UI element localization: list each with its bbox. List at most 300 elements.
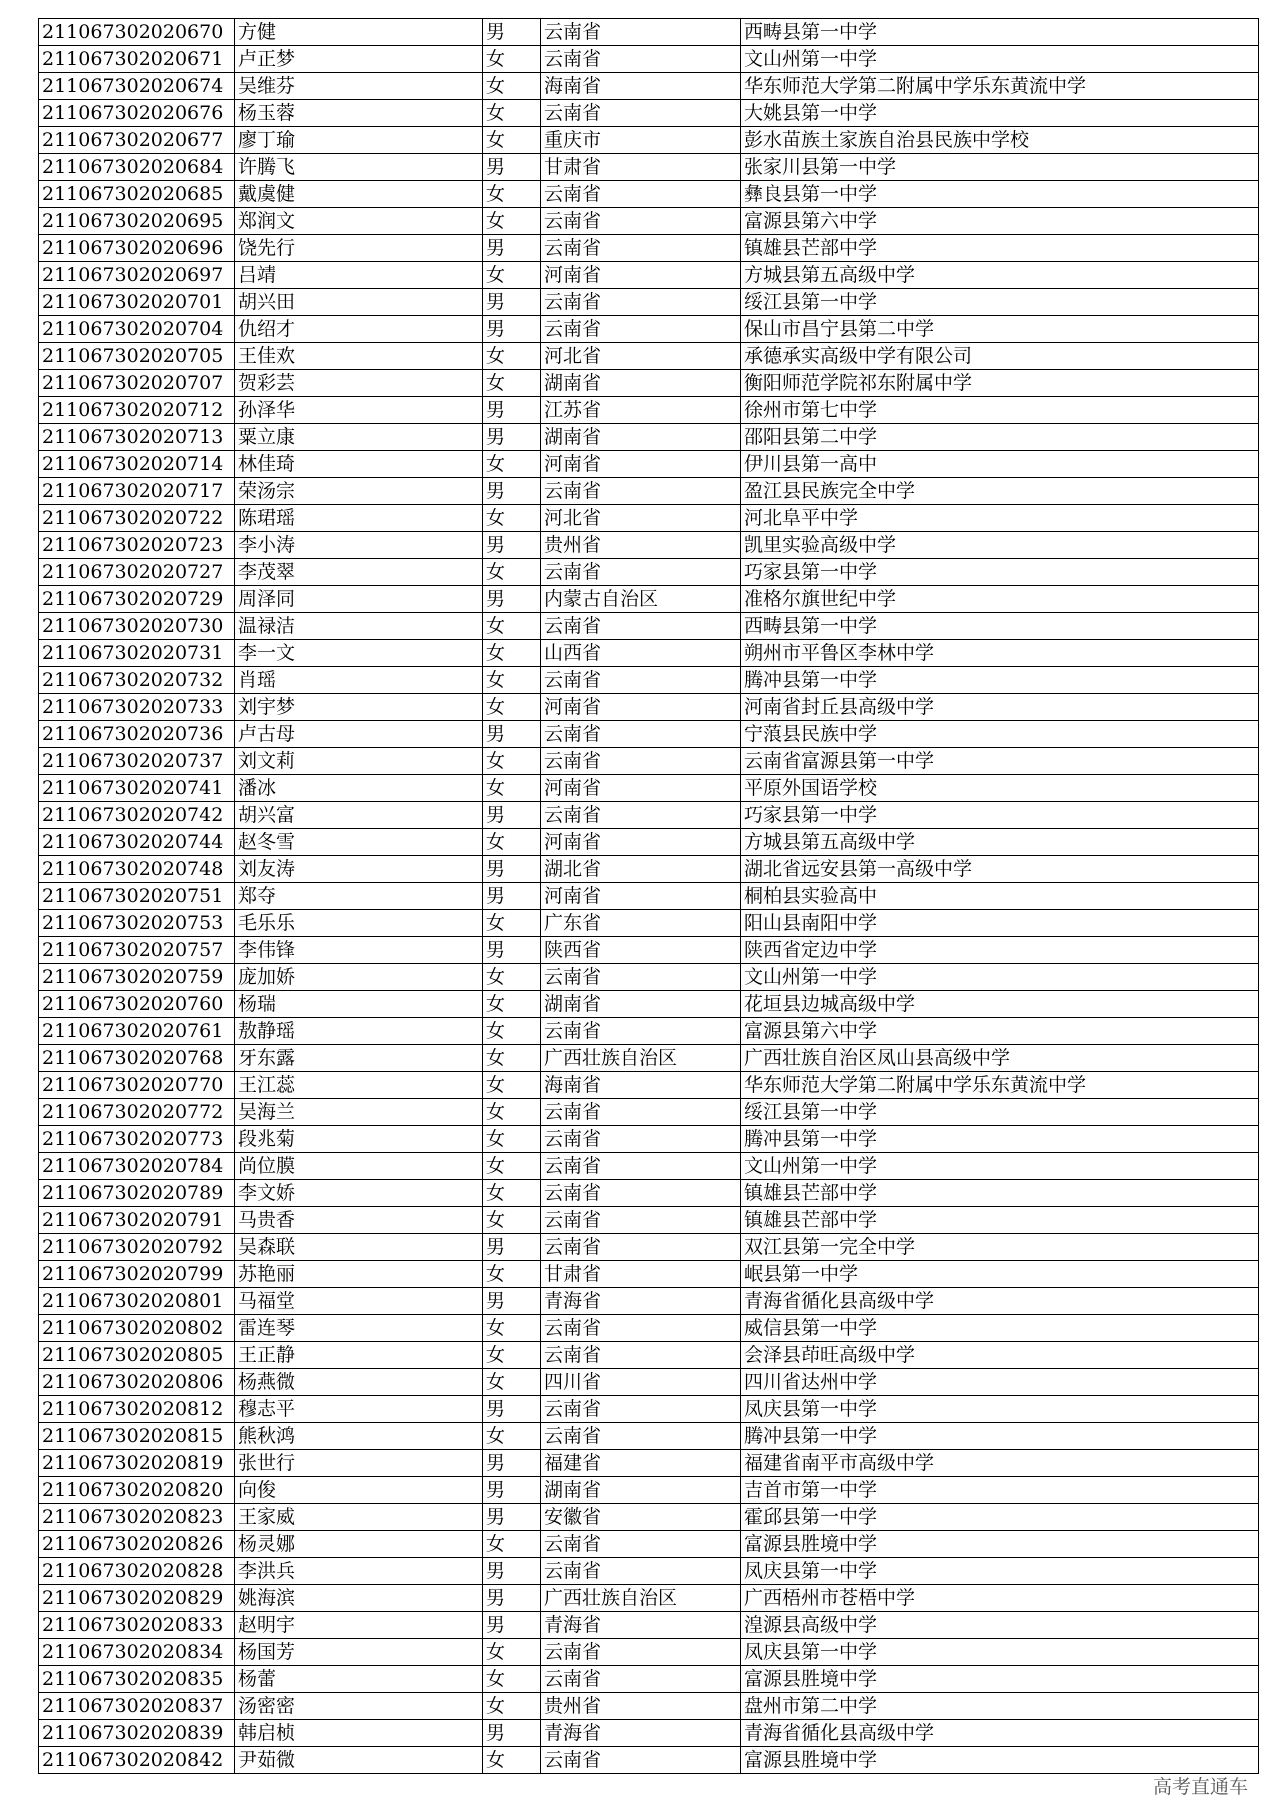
gender-cell: 男 bbox=[483, 1477, 541, 1504]
table-row bbox=[39, 478, 1259, 505]
student-name-cell: 向俊 bbox=[235, 1477, 483, 1504]
province-cell: 河南省 bbox=[541, 694, 741, 721]
candidate-id-cell: 211067302020733 bbox=[39, 694, 235, 721]
table-row bbox=[39, 775, 1259, 802]
school-cell: 伊川县第一高中 bbox=[741, 451, 1259, 478]
school-cell: 准格尔旗世纪中学 bbox=[741, 586, 1259, 613]
school-cell: 方城县第五高级中学 bbox=[741, 262, 1259, 289]
candidate-id-cell: 211067302020707 bbox=[39, 370, 235, 397]
province-cell: 云南省 bbox=[541, 478, 741, 505]
table-row bbox=[39, 181, 1259, 208]
school-cell: 西畴县第一中学 bbox=[741, 19, 1259, 46]
candidate-id-cell: 211067302020717 bbox=[39, 478, 235, 505]
province-cell: 云南省 bbox=[541, 1666, 741, 1693]
gender-cell: 女 bbox=[483, 505, 541, 532]
province-cell: 青海省 bbox=[541, 1720, 741, 1747]
table-row bbox=[39, 721, 1259, 748]
school-cell: 盈江县民族完全中学 bbox=[741, 478, 1259, 505]
school-cell: 平原外国语学校 bbox=[741, 775, 1259, 802]
student-name-cell: 赵冬雪 bbox=[235, 829, 483, 856]
student-name-cell: 尹茹微 bbox=[235, 1747, 483, 1774]
school-cell: 凯里实验高级中学 bbox=[741, 532, 1259, 559]
gender-cell: 女 bbox=[483, 667, 541, 694]
student-name-cell: 杨燕微 bbox=[235, 1369, 483, 1396]
candidate-id-cell: 211067302020829 bbox=[39, 1585, 235, 1612]
student-name-cell: 粟立康 bbox=[235, 424, 483, 451]
province-cell: 云南省 bbox=[541, 1396, 741, 1423]
student-name-cell: 李洪兵 bbox=[235, 1558, 483, 1585]
gender-cell: 男 bbox=[483, 235, 541, 262]
gender-cell: 女 bbox=[483, 640, 541, 667]
candidate-id-cell: 211067302020806 bbox=[39, 1369, 235, 1396]
province-cell: 云南省 bbox=[541, 667, 741, 694]
student-name-cell: 李一文 bbox=[235, 640, 483, 667]
candidate-id-cell: 211067302020820 bbox=[39, 1477, 235, 1504]
candidate-id-cell: 211067302020819 bbox=[39, 1450, 235, 1477]
province-cell: 贵州省 bbox=[541, 532, 741, 559]
gender-cell: 女 bbox=[483, 559, 541, 586]
province-cell: 河南省 bbox=[541, 775, 741, 802]
province-cell: 江苏省 bbox=[541, 397, 741, 424]
table-row bbox=[39, 505, 1259, 532]
gender-cell: 男 bbox=[483, 937, 541, 964]
candidate-id-cell: 211067302020812 bbox=[39, 1396, 235, 1423]
candidate-id-cell: 211067302020674 bbox=[39, 73, 235, 100]
candidate-id-cell: 211067302020696 bbox=[39, 235, 235, 262]
school-cell: 凤庆县第一中学 bbox=[741, 1396, 1259, 1423]
candidate-id-cell: 211067302020828 bbox=[39, 1558, 235, 1585]
province-cell: 甘肃省 bbox=[541, 1261, 741, 1288]
student-name-cell: 胡兴富 bbox=[235, 802, 483, 829]
province-cell: 安徽省 bbox=[541, 1504, 741, 1531]
candidate-id-cell: 211067302020730 bbox=[39, 613, 235, 640]
table-row bbox=[39, 1423, 1259, 1450]
candidate-id-cell: 211067302020753 bbox=[39, 910, 235, 937]
table-row bbox=[39, 1396, 1259, 1423]
table-row bbox=[39, 1234, 1259, 1261]
gender-cell: 男 bbox=[483, 883, 541, 910]
school-cell: 广西壮族自治区凤山县高级中学 bbox=[741, 1045, 1259, 1072]
candidate-id-cell: 211067302020671 bbox=[39, 46, 235, 73]
student-name-cell: 李文娇 bbox=[235, 1180, 483, 1207]
candidate-id-cell: 211067302020736 bbox=[39, 721, 235, 748]
student-name-cell: 林佳琦 bbox=[235, 451, 483, 478]
gender-cell: 男 bbox=[483, 424, 541, 451]
student-name-cell: 许腾飞 bbox=[235, 154, 483, 181]
province-cell: 云南省 bbox=[541, 1747, 741, 1774]
table-row bbox=[39, 586, 1259, 613]
student-name-cell: 尚位膜 bbox=[235, 1153, 483, 1180]
province-cell: 青海省 bbox=[541, 1612, 741, 1639]
table-row bbox=[39, 964, 1259, 991]
student-name-cell: 陈珺瑶 bbox=[235, 505, 483, 532]
gender-cell: 女 bbox=[483, 694, 541, 721]
school-cell: 腾冲县第一中学 bbox=[741, 1423, 1259, 1450]
province-cell: 湖南省 bbox=[541, 424, 741, 451]
table-row bbox=[39, 829, 1259, 856]
student-name-cell: 韩启桢 bbox=[235, 1720, 483, 1747]
table-row bbox=[39, 1747, 1259, 1774]
gender-cell: 女 bbox=[483, 1369, 541, 1396]
gender-cell: 女 bbox=[483, 1261, 541, 1288]
province-cell: 内蒙古自治区 bbox=[541, 586, 741, 613]
school-cell: 湖北省远安县第一高级中学 bbox=[741, 856, 1259, 883]
gender-cell: 女 bbox=[483, 1693, 541, 1720]
school-cell: 宁蒗县民族中学 bbox=[741, 721, 1259, 748]
candidate-id-cell: 211067302020705 bbox=[39, 343, 235, 370]
table-row bbox=[39, 289, 1259, 316]
watermark-text: 高考直通车 bbox=[1152, 1776, 1248, 1798]
gender-cell: 女 bbox=[483, 748, 541, 775]
candidate-id-cell: 211067302020701 bbox=[39, 289, 235, 316]
province-cell: 贵州省 bbox=[541, 1693, 741, 1720]
table-row bbox=[39, 991, 1259, 1018]
student-name-cell: 王佳欢 bbox=[235, 343, 483, 370]
table-row bbox=[39, 370, 1259, 397]
school-cell: 广西梧州市苍梧中学 bbox=[741, 1585, 1259, 1612]
student-name-cell: 戴虞健 bbox=[235, 181, 483, 208]
gender-cell: 女 bbox=[483, 1315, 541, 1342]
student-name-cell: 吴海兰 bbox=[235, 1099, 483, 1126]
candidate-id-cell: 211067302020714 bbox=[39, 451, 235, 478]
candidate-id-cell: 211067302020760 bbox=[39, 991, 235, 1018]
school-cell: 花垣县边城高级中学 bbox=[741, 991, 1259, 1018]
gender-cell: 女 bbox=[483, 73, 541, 100]
student-name-cell: 郑夺 bbox=[235, 883, 483, 910]
student-name-cell: 雷连琴 bbox=[235, 1315, 483, 1342]
table-row bbox=[39, 1720, 1259, 1747]
table-row bbox=[39, 397, 1259, 424]
table-row bbox=[39, 748, 1259, 775]
gender-cell: 女 bbox=[483, 910, 541, 937]
gender-cell: 女 bbox=[483, 1531, 541, 1558]
student-name-cell: 马贵香 bbox=[235, 1207, 483, 1234]
table-row bbox=[39, 1666, 1259, 1693]
candidate-id-cell: 211067302020761 bbox=[39, 1018, 235, 1045]
gender-cell: 女 bbox=[483, 208, 541, 235]
school-cell: 文山州第一中学 bbox=[741, 46, 1259, 73]
province-cell: 云南省 bbox=[541, 1099, 741, 1126]
candidate-id-cell: 211067302020748 bbox=[39, 856, 235, 883]
province-cell: 广东省 bbox=[541, 910, 741, 937]
table-row bbox=[39, 316, 1259, 343]
gender-cell: 女 bbox=[483, 100, 541, 127]
table-row bbox=[39, 1315, 1259, 1342]
gender-cell: 女 bbox=[483, 1045, 541, 1072]
candidate-id-cell: 211067302020732 bbox=[39, 667, 235, 694]
student-name-cell: 汤密密 bbox=[235, 1693, 483, 1720]
gender-cell: 男 bbox=[483, 586, 541, 613]
candidate-id-cell: 211067302020713 bbox=[39, 424, 235, 451]
student-name-cell: 胡兴田 bbox=[235, 289, 483, 316]
school-cell: 河南省封丘县高级中学 bbox=[741, 694, 1259, 721]
school-cell: 威信县第一中学 bbox=[741, 1315, 1259, 1342]
table-row bbox=[39, 1639, 1259, 1666]
candidate-id-cell: 211067302020723 bbox=[39, 532, 235, 559]
student-name-cell: 王正静 bbox=[235, 1342, 483, 1369]
candidate-id-cell: 211067302020697 bbox=[39, 262, 235, 289]
province-cell: 福建省 bbox=[541, 1450, 741, 1477]
school-cell: 盘州市第二中学 bbox=[741, 1693, 1259, 1720]
gender-cell: 女 bbox=[483, 1423, 541, 1450]
province-cell: 云南省 bbox=[541, 1342, 741, 1369]
school-cell: 湟源县高级中学 bbox=[741, 1612, 1259, 1639]
province-cell: 云南省 bbox=[541, 235, 741, 262]
table-row bbox=[39, 1207, 1259, 1234]
student-name-cell: 廖丁瑜 bbox=[235, 127, 483, 154]
province-cell: 云南省 bbox=[541, 1126, 741, 1153]
candidate-id-cell: 211067302020839 bbox=[39, 1720, 235, 1747]
province-cell: 云南省 bbox=[541, 1018, 741, 1045]
student-name-cell: 熊秋鸿 bbox=[235, 1423, 483, 1450]
admission-table bbox=[38, 18, 1259, 1774]
gender-cell: 女 bbox=[483, 370, 541, 397]
table-row bbox=[39, 1045, 1259, 1072]
gender-cell: 男 bbox=[483, 1450, 541, 1477]
school-cell: 华东师范大学第二附属中学乐东黄流中学 bbox=[741, 73, 1259, 100]
candidate-id-cell: 211067302020722 bbox=[39, 505, 235, 532]
province-cell: 云南省 bbox=[541, 1234, 741, 1261]
gender-cell: 女 bbox=[483, 1639, 541, 1666]
table-row bbox=[39, 1099, 1259, 1126]
student-name-cell: 杨国芳 bbox=[235, 1639, 483, 1666]
gender-cell: 男 bbox=[483, 802, 541, 829]
table-row bbox=[39, 802, 1259, 829]
province-cell: 青海省 bbox=[541, 1288, 741, 1315]
school-cell: 彝良县第一中学 bbox=[741, 181, 1259, 208]
gender-cell: 女 bbox=[483, 181, 541, 208]
gender-cell: 男 bbox=[483, 289, 541, 316]
province-cell: 湖北省 bbox=[541, 856, 741, 883]
province-cell: 河南省 bbox=[541, 829, 741, 856]
table-row bbox=[39, 154, 1259, 181]
candidate-id-cell: 211067302020727 bbox=[39, 559, 235, 586]
gender-cell: 女 bbox=[483, 1207, 541, 1234]
school-cell: 富源县胜境中学 bbox=[741, 1666, 1259, 1693]
province-cell: 河北省 bbox=[541, 505, 741, 532]
table-body bbox=[39, 19, 1259, 1774]
student-name-cell: 刘文莉 bbox=[235, 748, 483, 775]
student-name-cell: 卢古母 bbox=[235, 721, 483, 748]
province-cell: 广西壮族自治区 bbox=[541, 1045, 741, 1072]
school-cell: 青海省循化县高级中学 bbox=[741, 1288, 1259, 1315]
candidate-id-cell: 211067302020834 bbox=[39, 1639, 235, 1666]
table-row bbox=[39, 1369, 1259, 1396]
candidate-id-cell: 211067302020837 bbox=[39, 1693, 235, 1720]
student-name-cell: 吕靖 bbox=[235, 262, 483, 289]
school-cell: 镇雄县芒部中学 bbox=[741, 1207, 1259, 1234]
gender-cell: 男 bbox=[483, 1396, 541, 1423]
gender-cell: 男 bbox=[483, 19, 541, 46]
school-cell: 凤庆县第一中学 bbox=[741, 1558, 1259, 1585]
school-cell: 文山州第一中学 bbox=[741, 964, 1259, 991]
school-cell: 富源县胜境中学 bbox=[741, 1531, 1259, 1558]
student-name-cell: 敖静瑶 bbox=[235, 1018, 483, 1045]
gender-cell: 女 bbox=[483, 991, 541, 1018]
gender-cell: 女 bbox=[483, 964, 541, 991]
province-cell: 云南省 bbox=[541, 46, 741, 73]
gender-cell: 男 bbox=[483, 316, 541, 343]
province-cell: 海南省 bbox=[541, 73, 741, 100]
candidate-id-cell: 211067302020759 bbox=[39, 964, 235, 991]
table-row bbox=[39, 1531, 1259, 1558]
table-row bbox=[39, 1612, 1259, 1639]
student-name-cell: 王家威 bbox=[235, 1504, 483, 1531]
province-cell: 湖南省 bbox=[541, 1477, 741, 1504]
school-cell: 腾冲县第一中学 bbox=[741, 1126, 1259, 1153]
student-name-cell: 马福堂 bbox=[235, 1288, 483, 1315]
table-row bbox=[39, 208, 1259, 235]
school-cell: 华东师范大学第二附属中学乐东黄流中学 bbox=[741, 1072, 1259, 1099]
candidate-id-cell: 211067302020770 bbox=[39, 1072, 235, 1099]
table-row bbox=[39, 1288, 1259, 1315]
gender-cell: 女 bbox=[483, 262, 541, 289]
table-row bbox=[39, 343, 1259, 370]
province-cell: 云南省 bbox=[541, 748, 741, 775]
province-cell: 云南省 bbox=[541, 208, 741, 235]
gender-cell: 女 bbox=[483, 343, 541, 370]
student-name-cell: 李小涛 bbox=[235, 532, 483, 559]
province-cell: 云南省 bbox=[541, 721, 741, 748]
gender-cell: 女 bbox=[483, 1018, 541, 1045]
school-cell: 富源县胜境中学 bbox=[741, 1747, 1259, 1774]
student-name-cell: 杨灵娜 bbox=[235, 1531, 483, 1558]
gender-cell: 男 bbox=[483, 1720, 541, 1747]
student-name-cell: 庞加娇 bbox=[235, 964, 483, 991]
province-cell: 重庆市 bbox=[541, 127, 741, 154]
school-cell: 福建省南平市高级中学 bbox=[741, 1450, 1259, 1477]
province-cell: 云南省 bbox=[541, 1207, 741, 1234]
table-row bbox=[39, 127, 1259, 154]
table-row bbox=[39, 694, 1259, 721]
table-row bbox=[39, 883, 1259, 910]
student-name-cell: 刘友涛 bbox=[235, 856, 483, 883]
province-cell: 云南省 bbox=[541, 1153, 741, 1180]
school-cell: 方城县第五高级中学 bbox=[741, 829, 1259, 856]
student-name-cell: 孙泽华 bbox=[235, 397, 483, 424]
candidate-id-cell: 211067302020823 bbox=[39, 1504, 235, 1531]
candidate-id-cell: 211067302020729 bbox=[39, 586, 235, 613]
school-cell: 云南省富源县第一中学 bbox=[741, 748, 1259, 775]
candidate-id-cell: 211067302020799 bbox=[39, 1261, 235, 1288]
school-cell: 岷县第一中学 bbox=[741, 1261, 1259, 1288]
table-row bbox=[39, 19, 1259, 46]
school-cell: 朔州市平鲁区李林中学 bbox=[741, 640, 1259, 667]
student-name-cell: 仇绍才 bbox=[235, 316, 483, 343]
table-row bbox=[39, 73, 1259, 100]
school-cell: 绥江县第一中学 bbox=[741, 289, 1259, 316]
province-cell: 云南省 bbox=[541, 1423, 741, 1450]
table-row bbox=[39, 1126, 1259, 1153]
student-name-cell: 穆志平 bbox=[235, 1396, 483, 1423]
table-row bbox=[39, 856, 1259, 883]
table-row bbox=[39, 667, 1259, 694]
school-cell: 邵阳县第二中学 bbox=[741, 424, 1259, 451]
province-cell: 广西壮族自治区 bbox=[541, 1585, 741, 1612]
student-name-cell: 刘宇梦 bbox=[235, 694, 483, 721]
table-row bbox=[39, 100, 1259, 127]
candidate-id-cell: 211067302020704 bbox=[39, 316, 235, 343]
candidate-id-cell: 211067302020773 bbox=[39, 1126, 235, 1153]
candidate-id-cell: 211067302020815 bbox=[39, 1423, 235, 1450]
province-cell: 云南省 bbox=[541, 316, 741, 343]
school-cell: 巧家县第一中学 bbox=[741, 559, 1259, 586]
province-cell: 云南省 bbox=[541, 1558, 741, 1585]
candidate-id-cell: 211067302020742 bbox=[39, 802, 235, 829]
student-name-cell: 张世行 bbox=[235, 1450, 483, 1477]
table-row bbox=[39, 937, 1259, 964]
province-cell: 云南省 bbox=[541, 1531, 741, 1558]
table-row bbox=[39, 1450, 1259, 1477]
candidate-id-cell: 211067302020685 bbox=[39, 181, 235, 208]
school-cell: 阳山县南阳中学 bbox=[741, 910, 1259, 937]
school-cell: 富源县第六中学 bbox=[741, 208, 1259, 235]
student-name-cell: 饶先行 bbox=[235, 235, 483, 262]
province-cell: 陕西省 bbox=[541, 937, 741, 964]
candidate-id-cell: 211067302020737 bbox=[39, 748, 235, 775]
candidate-id-cell: 211067302020826 bbox=[39, 1531, 235, 1558]
province-cell: 云南省 bbox=[541, 100, 741, 127]
province-cell: 云南省 bbox=[541, 964, 741, 991]
school-cell: 承德承实高级中学有限公司 bbox=[741, 343, 1259, 370]
school-cell: 河北阜平中学 bbox=[741, 505, 1259, 532]
candidate-id-cell: 211067302020741 bbox=[39, 775, 235, 802]
gender-cell: 男 bbox=[483, 397, 541, 424]
candidate-id-cell: 211067302020842 bbox=[39, 1747, 235, 1774]
province-cell: 四川省 bbox=[541, 1369, 741, 1396]
admission-list-sheet bbox=[38, 18, 1258, 1774]
candidate-id-cell: 211067302020731 bbox=[39, 640, 235, 667]
student-name-cell: 卢正梦 bbox=[235, 46, 483, 73]
candidate-id-cell: 211067302020670 bbox=[39, 19, 235, 46]
gender-cell: 女 bbox=[483, 1342, 541, 1369]
candidate-id-cell: 211067302020684 bbox=[39, 154, 235, 181]
gender-cell: 女 bbox=[483, 127, 541, 154]
student-name-cell: 王江蕊 bbox=[235, 1072, 483, 1099]
school-cell: 镇雄县芒部中学 bbox=[741, 235, 1259, 262]
province-cell: 云南省 bbox=[541, 802, 741, 829]
table-row bbox=[39, 1261, 1259, 1288]
student-name-cell: 段兆菊 bbox=[235, 1126, 483, 1153]
school-cell: 腾冲县第一中学 bbox=[741, 667, 1259, 694]
student-name-cell: 周泽同 bbox=[235, 586, 483, 613]
table-row bbox=[39, 46, 1259, 73]
table-row bbox=[39, 1072, 1259, 1099]
table-row bbox=[39, 235, 1259, 262]
table-row bbox=[39, 640, 1259, 667]
student-name-cell: 郑润文 bbox=[235, 208, 483, 235]
gender-cell: 男 bbox=[483, 1288, 541, 1315]
gender-cell: 女 bbox=[483, 1180, 541, 1207]
school-cell: 绥江县第一中学 bbox=[741, 1099, 1259, 1126]
gender-cell: 男 bbox=[483, 1234, 541, 1261]
student-name-cell: 潘冰 bbox=[235, 775, 483, 802]
gender-cell: 男 bbox=[483, 478, 541, 505]
candidate-id-cell: 211067302020801 bbox=[39, 1288, 235, 1315]
gender-cell: 男 bbox=[483, 1504, 541, 1531]
gender-cell: 男 bbox=[483, 856, 541, 883]
student-name-cell: 李茂翠 bbox=[235, 559, 483, 586]
table-row bbox=[39, 910, 1259, 937]
school-cell: 会泽县茚旺高级中学 bbox=[741, 1342, 1259, 1369]
gender-cell: 男 bbox=[483, 721, 541, 748]
gender-cell: 女 bbox=[483, 1099, 541, 1126]
table-row bbox=[39, 451, 1259, 478]
province-cell: 云南省 bbox=[541, 559, 741, 586]
school-cell: 保山市昌宁县第二中学 bbox=[741, 316, 1259, 343]
school-cell: 吉首市第一中学 bbox=[741, 1477, 1259, 1504]
candidate-id-cell: 211067302020805 bbox=[39, 1342, 235, 1369]
